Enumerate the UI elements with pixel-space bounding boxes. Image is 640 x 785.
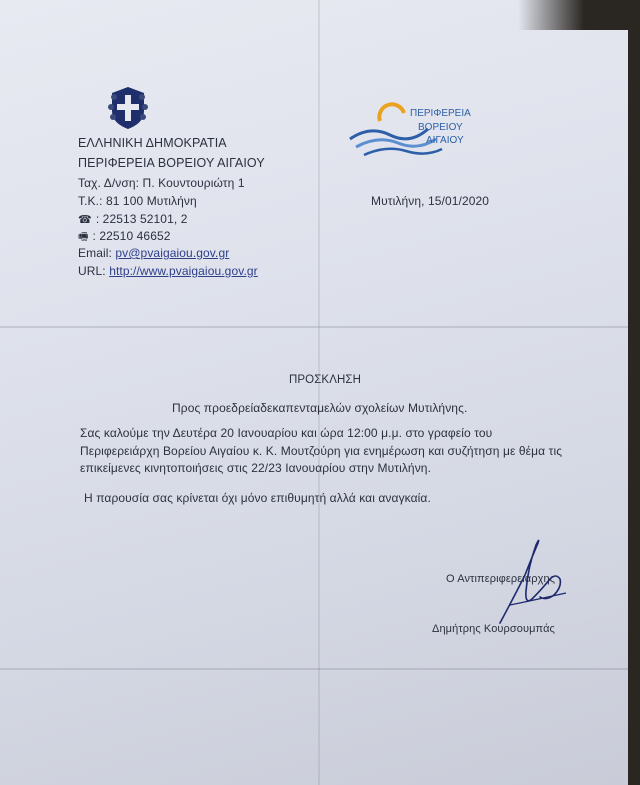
fold-line [0,668,628,670]
signatory-title: Ο Αντιπεριφερειάρχης [446,573,556,585]
url-line [78,264,258,278]
fax-icon: 🖷 [78,231,89,243]
email-label: Email: [78,246,112,260]
email-link[interactable]: pv@pvaigaiou.gov.gr [115,246,230,260]
fax-line [78,228,171,247]
paragraph-2: Η παρουσία σας κρίνεται όχι μόνο επιθυμητή αλλά και αναγκαία. [84,491,431,505]
fold-line [318,0,320,785]
org-line-2: ΠΕΡΙΦΕΡΕΙΑ ΒΟΡΕΙΟΥ ΑΙΓΑΙΟΥ [78,156,265,170]
paragraph-1-line-1: Σας καλούμε την Δευτέρα 20 Ιανουαρίου και ώρα 12:00 μ.μ. στο γραφείο του [80,426,493,440]
url-label: URL: [78,264,106,278]
logo-line-3: ΑΙΓΑΙΟΥ [426,135,464,146]
phone-number: : 22513 52101, 2 [95,212,188,226]
url-link[interactable]: http://www.pvaigaiou.gov.gr [109,264,258,278]
signatory-name: Δημήτρης Κουρσουμπάς [432,623,555,635]
email-line [78,246,229,260]
paragraph-1-line-3: επικείμενες κινητοποιήσεις στις 22/23 Ιανουαρίου στην Μυτιλήνη. [80,461,432,475]
background-corner [518,0,628,30]
postal-line: Τ.Κ.: 81 100 Μυτιλήνη [78,194,197,208]
paragraph-1-line-2: Περιφερειάρχη Βορείου Αιγαίου κ. Κ. Μουτζούρη για ενημέρωση και συζήτηση με θέμα τις [80,444,563,458]
fold-line [0,326,628,328]
logo-line-1: ΠΕΡΙΦΕΡΕΙΑ [410,108,471,119]
letter-title: ΠΡΟΣΚΛΗΣΗ [289,374,362,386]
greek-crest-icon [106,83,150,131]
date-line: Μυτιλήνη, 15/01/2020 [371,194,490,208]
fax-number: : 22510 46652 [92,229,171,243]
recipient-line: Προς προεδρείαδεκαπενταμελών σχολείων Μυτιλήνης. [172,401,468,415]
address-line: Ταχ. Δ/νση: Π. Κουντουριώτη 1 [78,176,245,190]
phone-line [78,212,188,226]
phone-icon: ☎ [78,214,92,226]
logo-line-2: ΒΟΡΕΙΟΥ [418,122,463,133]
org-line-1: ΕΛΛΗΝΙΚΗ ΔΗΜΟΚΡΑΤΙΑ [78,136,227,150]
handwritten-signature [470,535,580,630]
region-logo [346,99,496,161]
